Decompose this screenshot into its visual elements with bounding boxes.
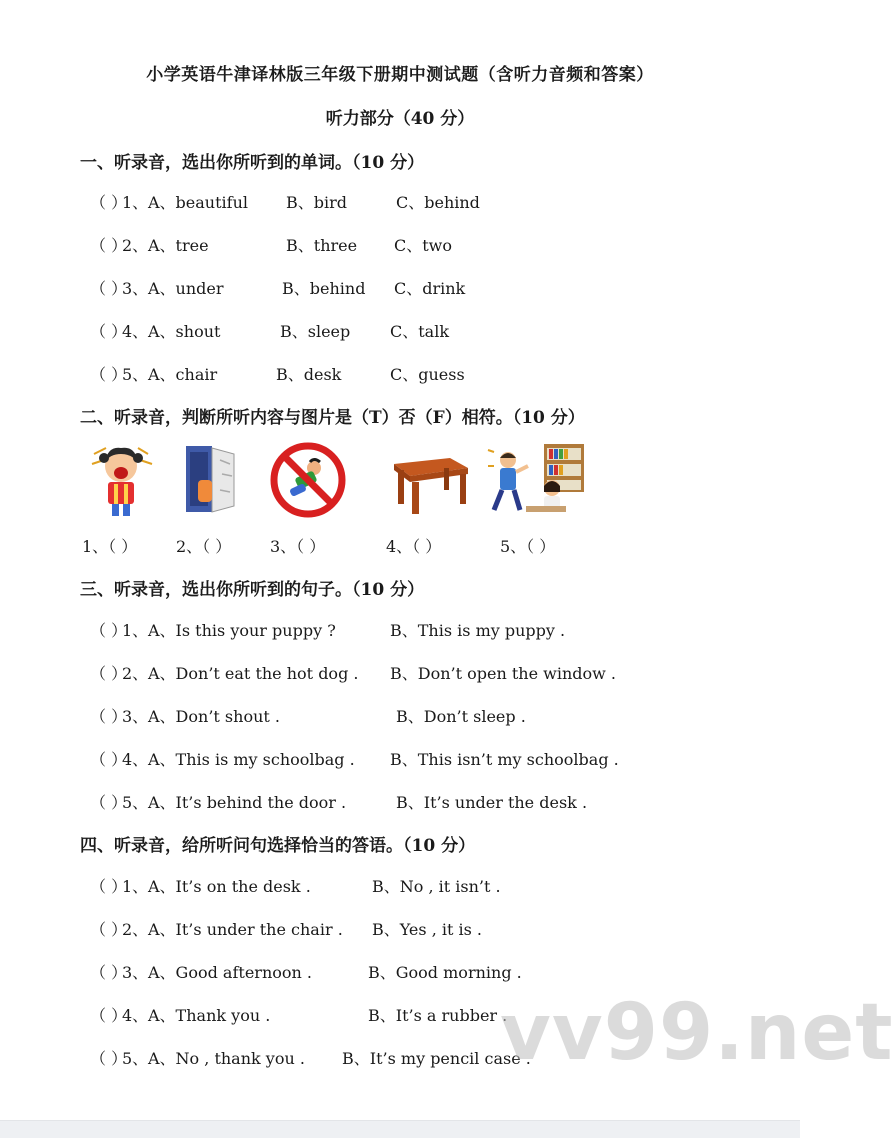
option-b: B、Don’t open the window . xyxy=(390,664,617,683)
option-b: B、three xyxy=(286,236,358,255)
option-b: B、This is my puppy . xyxy=(390,621,566,640)
option-a: A、under xyxy=(148,279,224,298)
option-c: C、behind xyxy=(396,193,480,212)
option-a: A、Don’t shout . xyxy=(148,707,280,726)
page-title: 小学英语牛津译林版三年级下册期中测试题（含听力音频和答案） xyxy=(146,65,654,85)
option-a: A、It’s on the desk . xyxy=(148,877,311,896)
question-number: 3、 xyxy=(122,963,149,982)
option-b: B、It’s under the desk . xyxy=(396,793,588,812)
option-b: B、Good morning . xyxy=(368,963,522,982)
no-climbing-sign-picture xyxy=(266,440,350,520)
question-number: 3、 xyxy=(122,707,149,726)
option-b: B、No , it isn’t . xyxy=(372,877,501,896)
option-c: C、talk xyxy=(390,322,450,341)
desk-leg xyxy=(460,474,466,504)
answer-paren[interactable]: （ ） xyxy=(90,322,128,341)
question-number: 3、 xyxy=(122,279,149,298)
classroom-scene-picture xyxy=(486,440,590,520)
option-b: B、Yes , it is . xyxy=(372,920,483,939)
wooden-desk-picture xyxy=(380,440,476,520)
option-c: C、drink xyxy=(394,279,466,298)
option-b: B、bird xyxy=(286,193,348,212)
option-b: B、It’s a rubber . xyxy=(368,1006,508,1025)
option-a: A、Good afternoon . xyxy=(148,963,312,982)
watermark: vv99.net xyxy=(500,988,894,1078)
option-a: A、shout xyxy=(148,322,221,341)
answer-paren[interactable]: （ ） xyxy=(90,1006,128,1025)
answer-paren[interactable]: （ ） xyxy=(90,963,128,982)
answer-paren[interactable]: （ ） xyxy=(90,750,128,769)
option-c: C、guess xyxy=(390,365,465,384)
option-a: A、It’s under the chair . xyxy=(148,920,343,939)
question-number: 4、 xyxy=(122,750,149,769)
option-a: A、chair xyxy=(148,365,218,384)
answer-paren[interactable]: （ ） xyxy=(90,193,128,212)
option-a: A、Don’t eat the hot dog . xyxy=(148,664,359,683)
picture-answer-3[interactable]: 3、（ ） xyxy=(270,537,326,556)
answer-paren[interactable]: （ ） xyxy=(90,793,128,812)
answer-paren[interactable]: （ ） xyxy=(90,877,128,896)
option-b: B、behind xyxy=(282,279,366,298)
shirt xyxy=(108,482,134,504)
shouting-child-picture xyxy=(86,440,156,520)
desk xyxy=(526,506,566,512)
boy-body xyxy=(500,468,516,490)
option-b: B、This isn’t my schoolbag . xyxy=(390,750,619,769)
section4-heading: 四、听录音，给所听问句选择恰当的答语。（10 分） xyxy=(80,836,476,856)
picture-answer-1[interactable]: 1、（ ） xyxy=(82,537,138,556)
desk-leg xyxy=(398,470,404,504)
section1-heading: 一、听录音，选出你所听到的单词。（10 分） xyxy=(80,153,425,173)
picture-answer-2[interactable]: 2、（ ） xyxy=(176,537,232,556)
question-number: 2、 xyxy=(122,920,149,939)
answer-paren[interactable]: （ ） xyxy=(90,920,128,939)
open-mouth xyxy=(114,467,128,479)
picture-answer-4[interactable]: 4、（ ） xyxy=(386,537,442,556)
question-number: 4、 xyxy=(122,1006,149,1025)
desk-leg xyxy=(412,482,419,514)
option-a: A、Thank you . xyxy=(148,1006,271,1025)
picture-row xyxy=(80,440,600,520)
answer-paren[interactable]: （ ） xyxy=(90,1049,128,1068)
question-number: 5、 xyxy=(122,365,149,384)
answer-paren[interactable]: （ ） xyxy=(90,621,128,640)
option-a: A、This is my schoolbag . xyxy=(148,750,355,769)
page-subtitle: 听力部分（40 分） xyxy=(325,109,475,129)
answer-paren[interactable]: （ ） xyxy=(90,707,128,726)
answer-paren[interactable]: （ ） xyxy=(90,365,128,384)
option-a: A、No , thank you . xyxy=(148,1049,305,1068)
section3-heading: 三、听录音，选出你所听到的句子。（10 分） xyxy=(80,580,425,600)
question-number: 4、 xyxy=(122,322,149,341)
question-number: 5、 xyxy=(122,1049,149,1068)
question-number: 1、 xyxy=(122,621,149,640)
question-number: 2、 xyxy=(122,236,149,255)
option-a: A、beautiful xyxy=(148,193,249,212)
option-c: C、two xyxy=(394,236,453,255)
option-a: A、Is this your puppy ? xyxy=(148,621,336,640)
option-b: B、sleep xyxy=(280,322,351,341)
picture-answer-5[interactable]: 5、（ ） xyxy=(500,537,556,556)
answer-paren[interactable]: （ ） xyxy=(90,236,128,255)
option-b: B、Don’t sleep . xyxy=(396,707,526,726)
section2-heading: 二、听录音，判断所听内容与图片是（T）否（F）相符。（10 分） xyxy=(80,408,585,428)
answer-paren[interactable]: （ ） xyxy=(90,664,128,683)
page-bottom-edge xyxy=(0,1120,800,1138)
option-a: A、tree xyxy=(148,236,209,255)
option-a: A、It’s behind the door . xyxy=(148,793,347,812)
option-b: B、It’s my pencil case . xyxy=(342,1049,531,1068)
option-b: B、desk xyxy=(276,365,342,384)
answer-paren[interactable]: （ ） xyxy=(90,279,128,298)
question-number: 1、 xyxy=(122,193,149,212)
question-number: 5、 xyxy=(122,793,149,812)
question-number: 2、 xyxy=(122,664,149,683)
hand xyxy=(198,480,212,502)
picture-answer-row xyxy=(80,534,600,556)
open-door-picture xyxy=(176,440,246,520)
question-number: 1、 xyxy=(122,877,149,896)
